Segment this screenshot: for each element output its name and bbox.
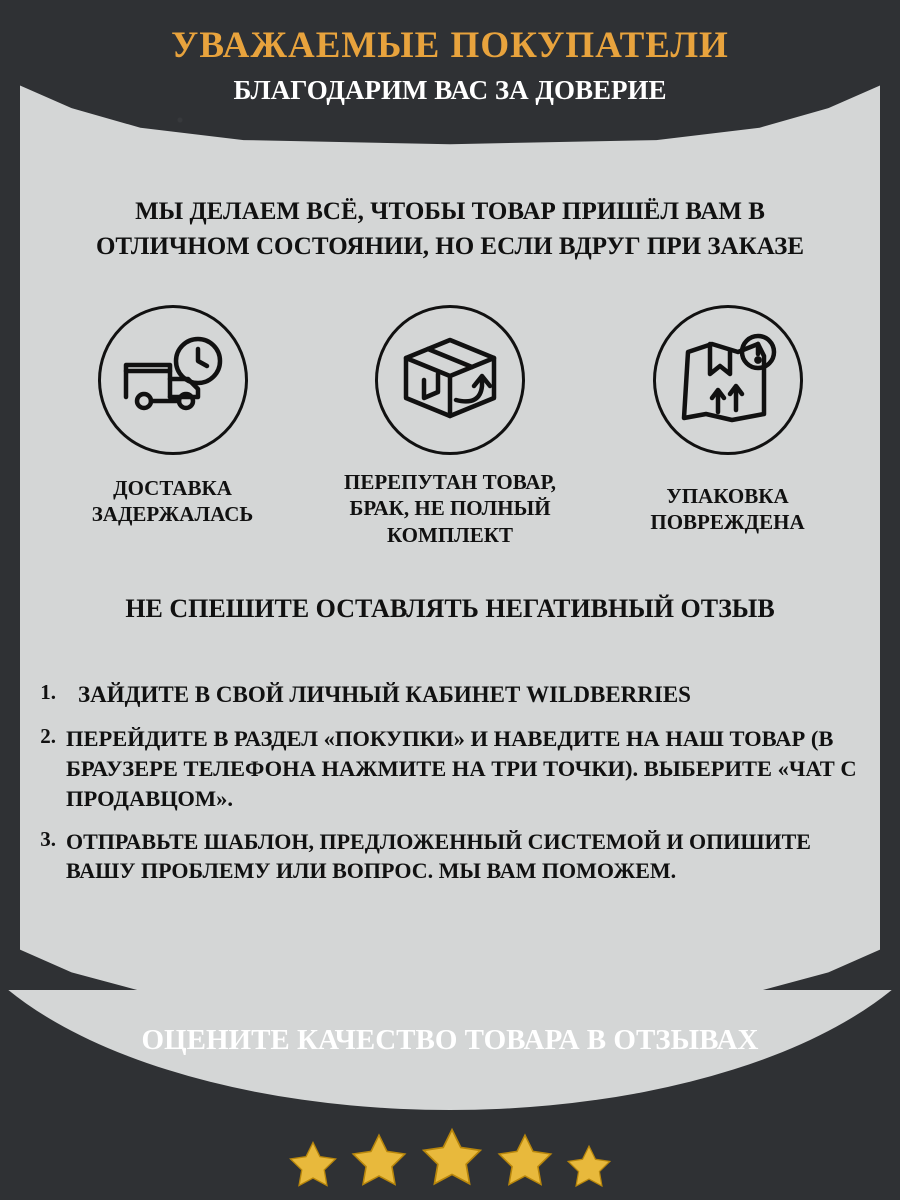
steps-list xyxy=(22,680,878,899)
delivery-truck-clock-icon xyxy=(98,305,248,455)
problem-icons-row xyxy=(40,305,860,548)
header-band xyxy=(0,0,900,175)
step-text: ПЕРЕЙДИТЕ В РАЗДЕЛ «ПОКУПКИ» И НАВЕДИТЕ НА НАШ ТОВАР (В БРАУЗЕРЕ ТЕЛЕФОНА НАЖМИТЕ НА ТРИ ТОЧКИ). ВЫБЕРИТЕ «ЧАТ С ПРОДАВЦОМ». xyxy=(66,726,857,811)
intro-text: МЫ ДЕЛАЕМ ВСЁ, ЧТОБЫ ТОВАР ПРИШЁЛ ВАМ В ОТЛИЧНОМ СОСТОЯНИИ, НО ЕСЛИ ВДРУГ ПРИ ЗАКАЗЕ xyxy=(95,198,805,260)
step-number: 1. xyxy=(40,680,56,704)
star-icon xyxy=(563,1142,615,1192)
secondary-headline: НЕ СПЕШИТЕ ОСТАВЛЯТЬ НЕГАТИВНЫЙ ОТЗЫВ xyxy=(125,594,775,623)
footer-band xyxy=(0,990,900,1200)
problem-caption: УПАКОВКА ПОВРЕЖДЕНА xyxy=(650,484,805,535)
star-rating xyxy=(0,1124,900,1192)
damaged-package-icon xyxy=(653,305,803,455)
list-item xyxy=(22,680,878,710)
box-return-arrow-icon xyxy=(375,305,525,455)
step-number: 3. xyxy=(40,827,56,852)
star-icon xyxy=(417,1124,487,1192)
star-icon xyxy=(285,1138,341,1192)
list-item xyxy=(22,827,878,885)
list-item xyxy=(22,724,878,813)
step-number: 2. xyxy=(40,724,56,749)
step-text: ОТПРАВЬТЕ ШАБЛОН, ПРЕДЛОЖЕННЫЙ СИСТЕМОЙ И ОПИШИТЕ ВАШУ ПРОБЛЕМУ ИЛИ ВОПРОС. МЫ ВАМ ПОМОЖЕМ. xyxy=(66,829,811,884)
footer-title: ОЦЕНИТЕ КАЧЕСТВО ТОВАРА В ОТЗЫВАХ xyxy=(141,1024,759,1056)
star-icon xyxy=(493,1130,557,1192)
problem-caption: ДОСТАВКА ЗАДЕРЖАЛАСЬ xyxy=(91,476,254,527)
header-subtitle: БЛАГОДАРИМ ВАС ЗА ДОВЕРИЕ xyxy=(233,75,667,105)
problem-caption: ПЕРЕПУТАН ТОВАР, БРАК, НЕ ПОЛНЫЙ КОМПЛЕКТ xyxy=(344,470,556,547)
problem-item-wrong-goods xyxy=(318,305,583,548)
star-icon xyxy=(347,1130,411,1192)
problem-item-damaged-package xyxy=(595,305,860,548)
step-text: ЗАЙДИТЕ В СВОЙ ЛИЧНЫЙ КАБИНЕТ WILDBERRIES xyxy=(78,682,691,707)
page-title: УВАЖАЕМЫЕ ПОКУПАТЕЛИ xyxy=(171,25,729,66)
problem-item-delivery xyxy=(40,305,305,548)
